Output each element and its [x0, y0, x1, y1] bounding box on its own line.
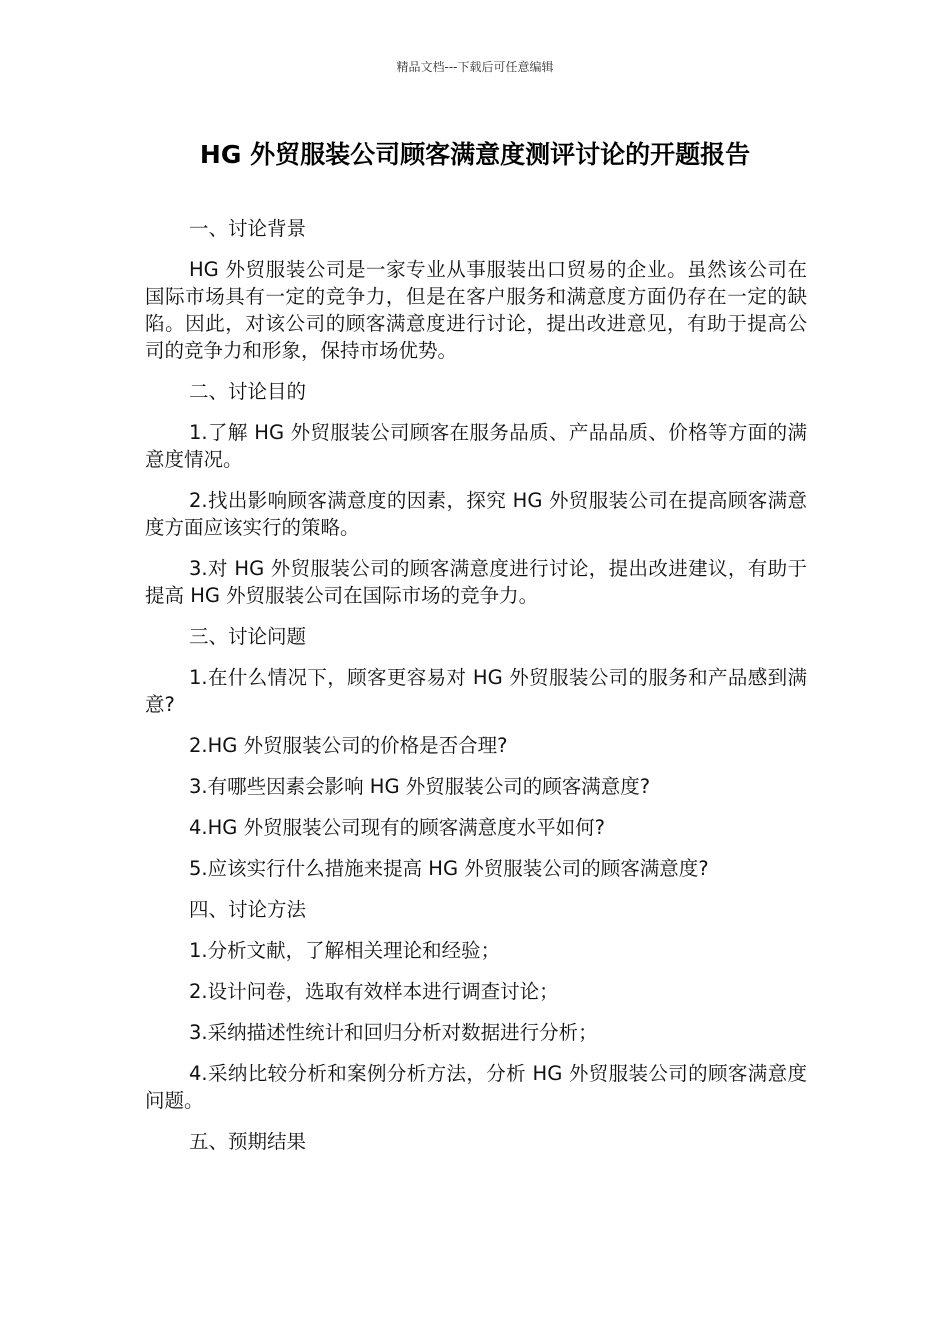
header-note: 精品文档---下载后可任意编辑	[396, 60, 554, 74]
section-heading-questions: 三、讨论问题	[189, 625, 307, 648]
question-item-4: 4.HG 外贸服装公司现有的顾客满意度水平如何?	[189, 816, 605, 839]
question-item-5: 5.应该实行什么措施来提高 HG 外贸服装公司的顾客满意度?	[189, 857, 709, 880]
method-item-2: 2.设计问卷，选取有效样本进行调查讨论；	[189, 980, 559, 1003]
section-heading-background: 一、讨论背景	[189, 217, 307, 240]
section-heading-methods: 四、讨论方法	[189, 898, 307, 921]
purpose-item-1: 1.了解 HG 外贸服装公司顾客在服务品质、产品品质、价格等方面的满意度情况。	[145, 421, 807, 471]
method-item-4: 4.采纳比较分析和案例分析方法，分析 HG 外贸服装公司的顾客满意度问题。	[145, 1062, 807, 1112]
question-item-1: 1.在什么情况下，顾客更容易对 HG 外贸服装公司的服务和产品感到满意?	[145, 666, 807, 716]
question-item-3: 3.有哪些因素会影响 HG 外贸服装公司的顾客满意度?	[189, 775, 651, 798]
question-item-2: 2.HG 外贸服装公司的价格是否合理?	[189, 734, 508, 757]
section-heading-expected-results: 五、预期结果	[189, 1130, 307, 1153]
method-item-3: 3.采纳描述性统计和回归分析对数据进行分析；	[189, 1021, 598, 1044]
background-paragraph: HG 外贸服装公司是一家专业从事服装出口贸易的企业。虽然该公司在国际市场具有一定的竞争力，但是在客户服务和满意度方面仍存在一定的缺陷。因此，对该公司的顾客满意度进行讨论，提出改进意见，有助于提高公司的竞争力和形象，保持市场优势。	[145, 258, 807, 362]
purpose-item-3: 3.对 HG 外贸服装公司的顾客满意度进行讨论，提出改进建议，有助于提高 HG 外贸服装公司在国际市场的竞争力。	[145, 557, 807, 607]
document-body	[145, 215, 807, 1169]
purpose-item-2: 2.找出影响顾客满意度的因素，探究 HG 外贸服装公司在提高顾客满意度方面应该实行的策略。	[145, 489, 807, 539]
section-heading-purpose: 二、讨论目的	[189, 380, 307, 403]
method-item-1: 1.分析文献，了解相关理论和经验；	[189, 939, 501, 962]
document-title: HG 外贸服装公司顾客满意度测评讨论的开题报告	[199, 140, 751, 169]
